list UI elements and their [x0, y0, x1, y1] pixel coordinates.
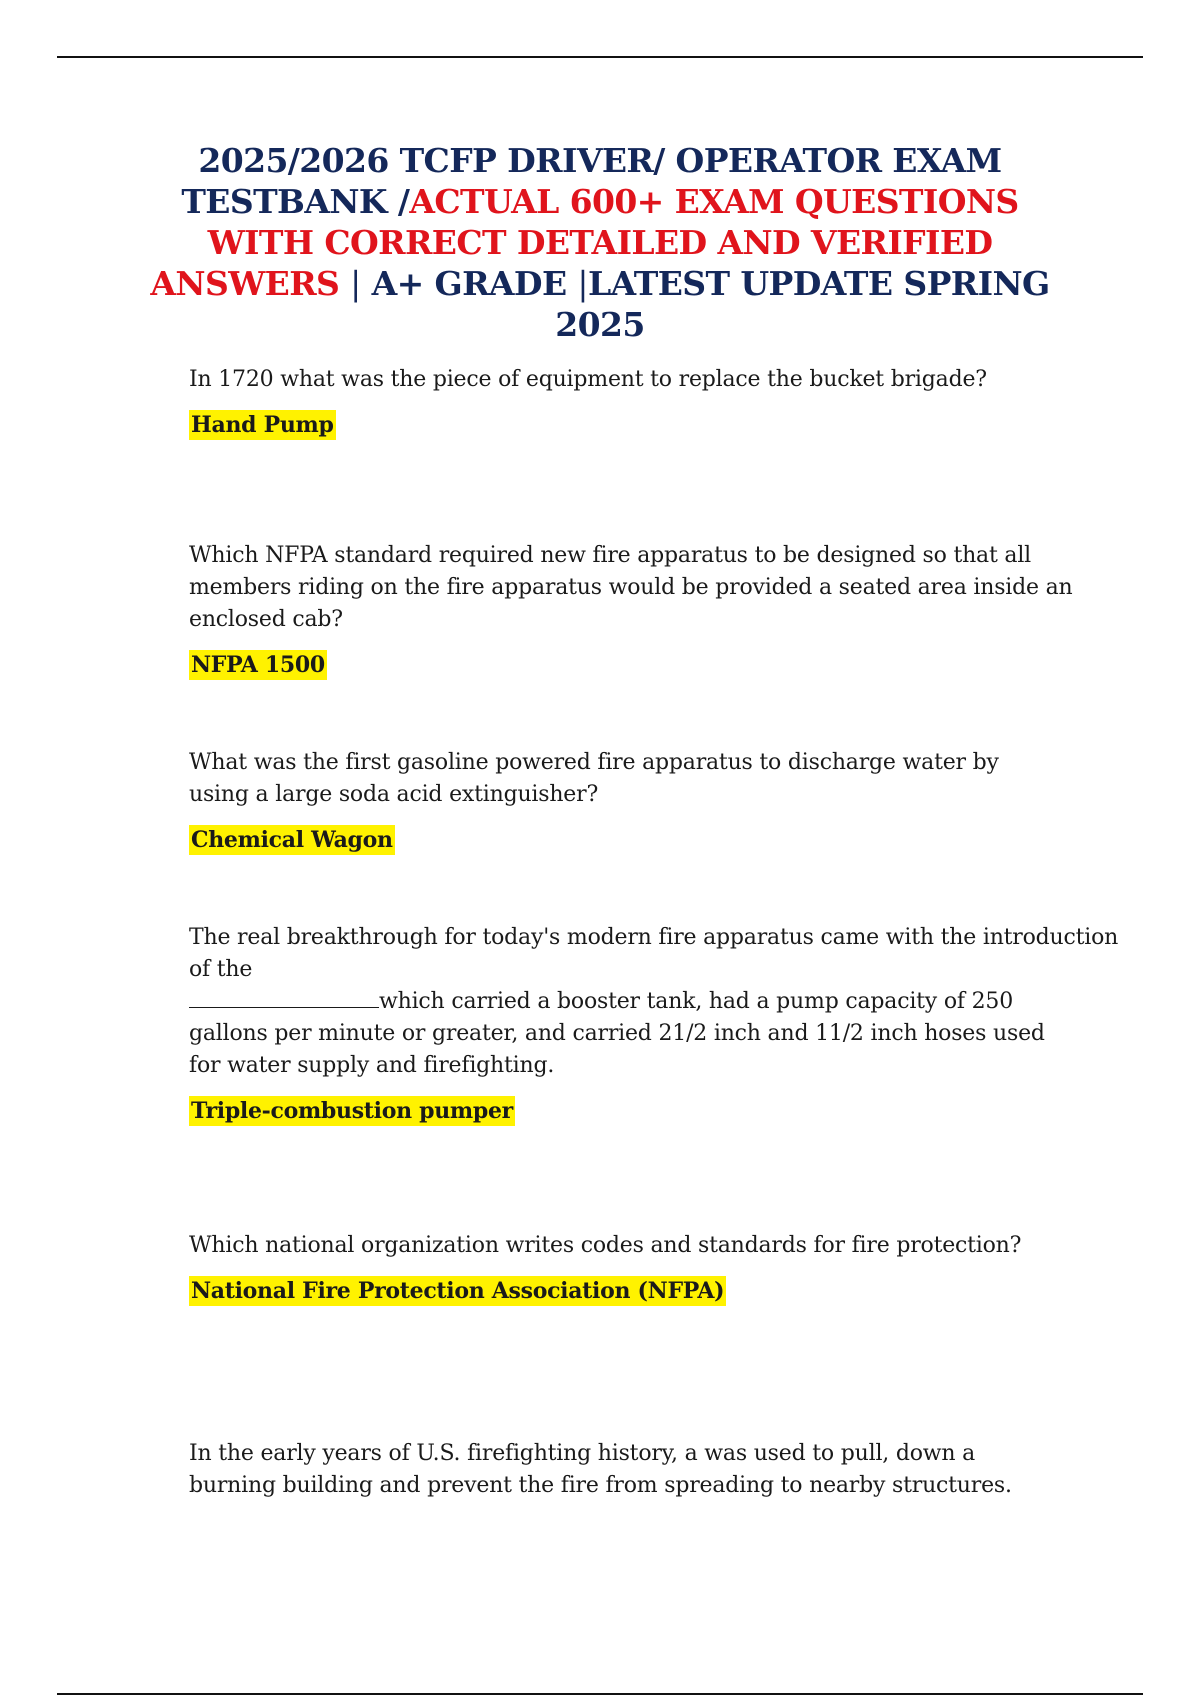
question-text: In 1720 what was the piece of equipment to replace the bucket brigade? [189, 367, 987, 392]
qa-item [189, 922, 1139, 1126]
fill-in-blank [189, 987, 379, 1008]
question-text: The real breakthrough for today's modern fire apparatus came with the introduction of the [189, 925, 1119, 982]
question-text-rest: which carried a booster tank, had a pump capacity of 250 gallons per minute or greater, and carried 21/2 inch and 11/2 inch hoses used for water supply and firefighting. [189, 989, 1045, 1078]
answer-highlight: Chemical Wagon [191, 827, 393, 853]
document-title [150, 140, 1050, 345]
question-text: What was the first gasoline powered fire apparatus to discharge water by using a large soda acid extinguisher? [189, 750, 999, 807]
question-text: In the early years of U.S. firefighting history, a was used to pull, down a burning building and prevent the fire from spreading to nearby structures. [189, 1441, 1012, 1498]
bottom-rule [57, 1693, 1143, 1695]
title-part-2: ACTUAL 600+ EXAM QUESTIONS WITH CORRECT DETAILED AND VERIFIED ANSWERS [150, 182, 1019, 303]
qa-item [189, 364, 1129, 440]
qa-item [189, 1438, 1049, 1502]
answer-highlight: NFPA 1500 [191, 652, 325, 678]
top-rule [57, 56, 1143, 58]
qa-item [189, 747, 1009, 855]
title-part-4: LATEST UPDATE SPRING 2025 [555, 264, 1050, 344]
title-part-3: A+ GRADE [371, 264, 567, 303]
answer-highlight: National Fire Protection Association (NFPA) [191, 1278, 725, 1304]
answer-highlight: Triple-combustion pumper [191, 1098, 513, 1124]
qa-item [189, 1230, 1129, 1306]
title-separator-2: | [577, 264, 588, 303]
question-text: Which NFPA standard required new fire apparatus to be designed so that all members riding on the fire apparatus would be provided a seated area inside an enclosed cab? [189, 543, 1073, 632]
qa-item [189, 540, 1089, 680]
title-part-1: 2025/2026 TCFP DRIVER/ OPERATOR EXAM TESTBANK / [181, 141, 1002, 221]
title-separator-1: | [350, 264, 361, 303]
answer-highlight: Hand Pump [191, 412, 334, 438]
question-text-continued [189, 986, 1069, 1082]
question-text: Which national organization writes codes and standards for fire protection? [189, 1233, 1022, 1258]
